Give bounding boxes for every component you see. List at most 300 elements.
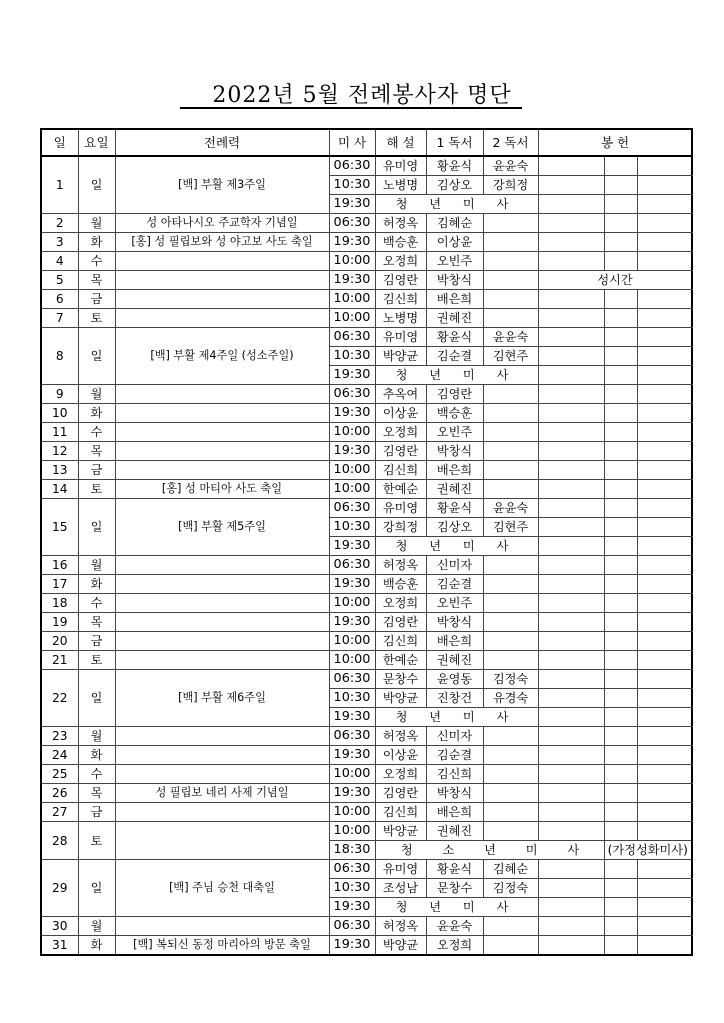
table-row	[41, 461, 692, 480]
day-cell: 18	[41, 594, 78, 613]
offering-cell	[538, 156, 604, 176]
commentary-cell: 김영란	[375, 784, 426, 803]
mass-time-cell: 18:30	[329, 841, 375, 860]
mass-time-cell: 06:30	[329, 156, 375, 176]
reading2-cell	[483, 252, 538, 271]
weekday-cell: 화	[78, 746, 115, 765]
offering-cell	[637, 404, 692, 423]
reading1-cell: 권혜진	[426, 651, 483, 670]
commentary-cell: 박양균	[375, 689, 426, 708]
reading1-cell: 김영란	[426, 385, 483, 404]
youth-mass-cell: 청 년 미 사	[375, 898, 538, 917]
offering-cell	[538, 366, 604, 385]
reading1-cell: 권혜진	[426, 822, 483, 841]
reading1-cell: 황윤식	[426, 860, 483, 879]
mass-time-cell: 10:00	[329, 765, 375, 784]
reading1-cell: 김혜순	[426, 214, 483, 233]
offering-cell	[637, 480, 692, 499]
commentary-cell: 박양균	[375, 936, 426, 956]
offering-cell	[604, 309, 637, 328]
mass-time-cell: 10:30	[329, 689, 375, 708]
liturgy-cell	[115, 290, 329, 309]
offering-cell	[538, 328, 604, 347]
offering-cell	[538, 556, 604, 575]
table-row	[41, 233, 692, 252]
offering-cell	[637, 233, 692, 252]
offering-cell	[538, 233, 604, 252]
liturgy-cell: [백] 복되신 동정 마리아의 방문 축일	[115, 936, 329, 956]
commentary-cell: 이상윤	[375, 404, 426, 423]
liturgy-cell: [백] 부활 제4주일 (성소주일)	[115, 328, 329, 385]
offering-cell	[604, 499, 637, 518]
day-cell: 8	[41, 328, 78, 385]
reading2-cell	[483, 613, 538, 632]
commentary-cell: 김영란	[375, 442, 426, 461]
reading1-cell: 황윤식	[426, 328, 483, 347]
reading1-cell: 배은희	[426, 632, 483, 651]
reading2-cell	[483, 936, 538, 956]
mass-time-cell: 19:30	[329, 936, 375, 956]
offering-cell	[538, 385, 604, 404]
mass-time-cell: 19:30	[329, 233, 375, 252]
offering-cell	[604, 347, 637, 366]
table-row	[41, 727, 692, 746]
reading1-cell: 신미자	[426, 727, 483, 746]
offering-cell	[604, 461, 637, 480]
offering-cell	[637, 765, 692, 784]
offering-cell	[538, 803, 604, 822]
reading2-cell	[483, 423, 538, 442]
reading1-cell: 김신희	[426, 765, 483, 784]
reading2-cell: 김현주	[483, 518, 538, 537]
day-cell: 31	[41, 936, 78, 956]
header-liturgy: 전례력	[115, 129, 329, 156]
reading2-cell: 김정숙	[483, 879, 538, 898]
reading1-cell: 문창수	[426, 879, 483, 898]
commentary-cell: 김신희	[375, 632, 426, 651]
mass-time-cell: 06:30	[329, 860, 375, 879]
table-row	[41, 252, 692, 271]
reading1-cell: 황윤식	[426, 499, 483, 518]
liturgy-cell	[115, 765, 329, 784]
offering-cell	[538, 347, 604, 366]
reading2-cell: 윤윤숙	[483, 328, 538, 347]
reading2-cell	[483, 404, 538, 423]
header-day: 일	[41, 129, 78, 156]
reading1-cell: 박창식	[426, 613, 483, 632]
commentary-cell: 유미영	[375, 156, 426, 176]
offering-cell	[538, 537, 604, 556]
offering-cell	[538, 195, 604, 214]
day-cell: 6	[41, 290, 78, 309]
offering-cell	[604, 594, 637, 613]
day-cell: 22	[41, 670, 78, 727]
reading2-cell	[483, 632, 538, 651]
table-row	[41, 423, 692, 442]
offering-cell	[538, 499, 604, 518]
reading2-cell: 윤윤숙	[483, 156, 538, 176]
day-cell: 19	[41, 613, 78, 632]
weekday-cell: 일	[78, 156, 115, 214]
reading2-cell	[483, 784, 538, 803]
table-row	[41, 746, 692, 765]
offering-cell	[637, 670, 692, 689]
offering-cell	[604, 195, 637, 214]
liturgy-cell	[115, 746, 329, 765]
mass-time-cell: 10:00	[329, 632, 375, 651]
day-cell: 5	[41, 271, 78, 290]
offering-cell	[604, 613, 637, 632]
reading2-cell: 윤윤숙	[483, 499, 538, 518]
mass-time-cell: 19:30	[329, 898, 375, 917]
offering-cell	[637, 746, 692, 765]
mass-time-cell: 06:30	[329, 917, 375, 936]
offering-cell	[538, 651, 604, 670]
liturgy-cell: 성 필립보 네리 사제 기념일	[115, 784, 329, 803]
reading1-cell: 오빈주	[426, 594, 483, 613]
table-row	[41, 632, 692, 651]
reading1-cell: 권혜진	[426, 480, 483, 499]
offering-cell	[637, 632, 692, 651]
mass-time-cell: 19:30	[329, 746, 375, 765]
offering-cell	[538, 575, 604, 594]
commentary-cell: 김영란	[375, 613, 426, 632]
table-row	[41, 214, 692, 233]
table-row	[41, 385, 692, 404]
weekday-cell: 일	[78, 860, 115, 917]
reading2-cell	[483, 442, 538, 461]
commentary-cell: 강희정	[375, 518, 426, 537]
offering-cell	[637, 803, 692, 822]
weekday-cell: 토	[78, 480, 115, 499]
offering-cell	[604, 803, 637, 822]
day-cell: 20	[41, 632, 78, 651]
reading2-cell	[483, 594, 538, 613]
day-cell: 14	[41, 480, 78, 499]
reading1-cell: 진창건	[426, 689, 483, 708]
offering-cell	[637, 613, 692, 632]
reading2-cell: 김정숙	[483, 670, 538, 689]
mass-time-cell: 10:00	[329, 252, 375, 271]
offering-cell	[538, 708, 604, 727]
offering-cell	[604, 290, 637, 309]
day-cell: 4	[41, 252, 78, 271]
weekday-cell: 월	[78, 727, 115, 746]
offering-cell	[637, 651, 692, 670]
weekday-cell: 수	[78, 765, 115, 784]
liturgy-cell	[115, 404, 329, 423]
offering-cell	[538, 784, 604, 803]
offering-cell	[604, 233, 637, 252]
reading2-cell	[483, 556, 538, 575]
offering-cell	[604, 689, 637, 708]
offering-cell	[604, 328, 637, 347]
offering-cell	[637, 385, 692, 404]
offering-cell	[604, 556, 637, 575]
mass-time-cell: 10:00	[329, 290, 375, 309]
liturgy-cell: [백] 주님 승천 대축일	[115, 860, 329, 917]
offering-cell	[637, 784, 692, 803]
weekday-cell: 일	[78, 499, 115, 556]
youth-mass-cell: 청 년 미 사	[375, 537, 538, 556]
mass-time-cell: 19:30	[329, 784, 375, 803]
offering-cell	[538, 879, 604, 898]
offering-cell	[637, 214, 692, 233]
table-row	[41, 575, 692, 594]
reading1-cell: 오빈주	[426, 423, 483, 442]
reading1-cell: 배은희	[426, 290, 483, 309]
reading1-cell: 김순결	[426, 746, 483, 765]
day-cell: 21	[41, 651, 78, 670]
weekday-cell: 월	[78, 917, 115, 936]
table-row	[41, 404, 692, 423]
offering-cell	[538, 423, 604, 442]
offering-cell	[637, 727, 692, 746]
commentary-cell: 백승훈	[375, 233, 426, 252]
mass-time-cell: 06:30	[329, 385, 375, 404]
table-row	[41, 309, 692, 328]
liturgy-cell: [백] 부활 제5주일	[115, 499, 329, 556]
page-title: 2022년 5월 전례봉사자 명단	[212, 83, 512, 108]
reading2-cell: 강희정	[483, 176, 538, 195]
offering-cell	[637, 860, 692, 879]
liturgy-cell	[115, 822, 329, 860]
mass-time-cell: 19:30	[329, 271, 375, 290]
youth-mass-cell: 청 년 미 사	[375, 195, 538, 214]
mass-time-cell: 19:30	[329, 404, 375, 423]
commentary-cell: 김신희	[375, 290, 426, 309]
weekday-cell: 목	[78, 271, 115, 290]
reading1-cell: 박창식	[426, 271, 483, 290]
reading2-cell	[483, 233, 538, 252]
commentary-cell: 유미영	[375, 860, 426, 879]
commentary-cell: 유미영	[375, 499, 426, 518]
table-row	[41, 860, 692, 879]
weekday-cell: 화	[78, 404, 115, 423]
reading1-cell: 오빈주	[426, 252, 483, 271]
liturgy-cell	[115, 613, 329, 632]
mass-time-cell: 10:00	[329, 594, 375, 613]
mass-time-cell: 06:30	[329, 328, 375, 347]
liturgy-cell	[115, 594, 329, 613]
commentary-cell: 한예순	[375, 480, 426, 499]
offering-cell	[637, 366, 692, 385]
offering-cell	[637, 575, 692, 594]
offering-cell	[637, 594, 692, 613]
mass-time-cell: 10:00	[329, 480, 375, 499]
weekday-cell: 월	[78, 556, 115, 575]
offering-cell	[604, 879, 637, 898]
offering-cell	[604, 537, 637, 556]
liturgy-cell	[115, 442, 329, 461]
mass-time-cell: 10:00	[329, 309, 375, 328]
reading1-cell: 배은희	[426, 803, 483, 822]
weekday-cell: 금	[78, 803, 115, 822]
weekday-cell: 월	[78, 385, 115, 404]
offering-cell	[604, 632, 637, 651]
offering-cell	[538, 309, 604, 328]
reading1-cell: 권혜진	[426, 309, 483, 328]
offering-cell	[538, 594, 604, 613]
commentary-cell: 이상윤	[375, 746, 426, 765]
table-row	[41, 556, 692, 575]
weekday-cell: 목	[78, 613, 115, 632]
offering-cell	[604, 860, 637, 879]
mass-time-cell: 10:00	[329, 461, 375, 480]
reading2-cell	[483, 575, 538, 594]
mass-time-cell: 06:30	[329, 556, 375, 575]
weekday-cell: 수	[78, 252, 115, 271]
offering-cell	[637, 442, 692, 461]
weekday-cell: 월	[78, 214, 115, 233]
offering-cell	[538, 480, 604, 499]
mass-time-cell: 10:30	[329, 176, 375, 195]
weekday-cell: 화	[78, 575, 115, 594]
offering-cell	[604, 156, 637, 176]
offering-cell	[637, 499, 692, 518]
youth-mass-cell: 청 소 년 미 사	[375, 841, 604, 860]
offering-cell	[637, 879, 692, 898]
commentary-cell: 한예순	[375, 651, 426, 670]
offering-cell	[538, 442, 604, 461]
mass-time-cell: 19:30	[329, 366, 375, 385]
commentary-cell: 문창수	[375, 670, 426, 689]
youth-mass-note: (가정성화미사)	[604, 841, 692, 860]
offering-cell	[538, 936, 604, 956]
offering-cell	[637, 822, 692, 841]
offering-cell	[604, 898, 637, 917]
day-cell: 27	[41, 803, 78, 822]
offering-cell	[637, 156, 692, 176]
liturgy-cell	[115, 917, 329, 936]
offering-cell	[637, 176, 692, 195]
mass-time-cell: 10:00	[329, 803, 375, 822]
offering-cell	[538, 214, 604, 233]
reading2-cell	[483, 765, 538, 784]
commentary-cell: 오정희	[375, 594, 426, 613]
offering-cell	[637, 328, 692, 347]
day-cell: 3	[41, 233, 78, 252]
weekday-cell: 화	[78, 233, 115, 252]
liturgy-cell: [백] 부활 제6주일	[115, 670, 329, 727]
offering-cell	[604, 784, 637, 803]
mass-time-cell: 10:30	[329, 879, 375, 898]
table-row	[41, 651, 692, 670]
offering-cell	[604, 385, 637, 404]
day-cell: 25	[41, 765, 78, 784]
offering-cell	[637, 936, 692, 956]
commentary-cell: 박양균	[375, 822, 426, 841]
reading1-cell: 백승훈	[426, 404, 483, 423]
mass-time-cell: 19:30	[329, 537, 375, 556]
day-cell: 12	[41, 442, 78, 461]
offering-cell	[604, 404, 637, 423]
reading1-cell: 김순결	[426, 347, 483, 366]
liturgy-cell	[115, 632, 329, 651]
mass-time-cell: 10:30	[329, 347, 375, 366]
weekday-cell: 토	[78, 651, 115, 670]
commentary-cell: 유미영	[375, 328, 426, 347]
offering-cell	[604, 670, 637, 689]
commentary-cell: 추옥여	[375, 385, 426, 404]
table-row	[41, 594, 692, 613]
youth-mass-cell: 청 년 미 사	[375, 366, 538, 385]
day-cell: 23	[41, 727, 78, 746]
header-row	[41, 129, 692, 156]
weekday-cell: 수	[78, 423, 115, 442]
header-weekday: 요일	[78, 129, 115, 156]
day-cell: 11	[41, 423, 78, 442]
reading2-cell	[483, 461, 538, 480]
offering-cell	[604, 480, 637, 499]
offering-cell	[604, 651, 637, 670]
day-cell: 9	[41, 385, 78, 404]
offering-cell	[604, 708, 637, 727]
offering-cell	[604, 176, 637, 195]
offering-cell	[637, 689, 692, 708]
commentary-cell: 오정희	[375, 423, 426, 442]
commentary-cell: 허정옥	[375, 556, 426, 575]
day-cell: 13	[41, 461, 78, 480]
weekday-cell: 토	[78, 309, 115, 328]
offering-cell	[538, 670, 604, 689]
reading2-cell	[483, 727, 538, 746]
reading1-cell: 김상오	[426, 176, 483, 195]
offering-cell	[538, 404, 604, 423]
offering-cell	[604, 727, 637, 746]
liturgy-cell: [홍] 성 마티아 사도 축일	[115, 480, 329, 499]
offering-cell	[538, 518, 604, 537]
mass-time-cell: 06:30	[329, 499, 375, 518]
liturgy-cell	[115, 556, 329, 575]
offering-cell	[604, 252, 637, 271]
offering-cell	[637, 556, 692, 575]
table-row	[41, 499, 692, 518]
offering-cell	[637, 917, 692, 936]
title-underline	[180, 107, 522, 109]
header-reading2: 2 독서	[483, 129, 538, 156]
offering-cell	[538, 689, 604, 708]
mass-time-cell: 10:00	[329, 822, 375, 841]
offering-cell	[538, 765, 604, 784]
commentary-cell: 허정옥	[375, 214, 426, 233]
offering-cell	[637, 309, 692, 328]
mass-time-cell: 06:30	[329, 727, 375, 746]
weekday-cell: 목	[78, 442, 115, 461]
offering-note: 성시간	[538, 271, 692, 290]
liturgy-cell	[115, 651, 329, 670]
offering-cell	[538, 727, 604, 746]
reading2-cell	[483, 803, 538, 822]
commentary-cell: 오정희	[375, 765, 426, 784]
offering-cell	[637, 518, 692, 537]
commentary-cell: 백승훈	[375, 575, 426, 594]
liturgy-cell	[115, 803, 329, 822]
table-row	[41, 803, 692, 822]
weekday-cell: 금	[78, 632, 115, 651]
header-commentary: 해 설	[375, 129, 426, 156]
table-row	[41, 328, 692, 347]
offering-cell	[538, 860, 604, 879]
offering-cell	[637, 252, 692, 271]
day-cell: 2	[41, 214, 78, 233]
offering-cell	[538, 898, 604, 917]
day-cell: 28	[41, 822, 78, 860]
offering-cell	[604, 746, 637, 765]
offering-cell	[538, 613, 604, 632]
offering-cell	[637, 290, 692, 309]
reading1-cell: 오정희	[426, 936, 483, 956]
